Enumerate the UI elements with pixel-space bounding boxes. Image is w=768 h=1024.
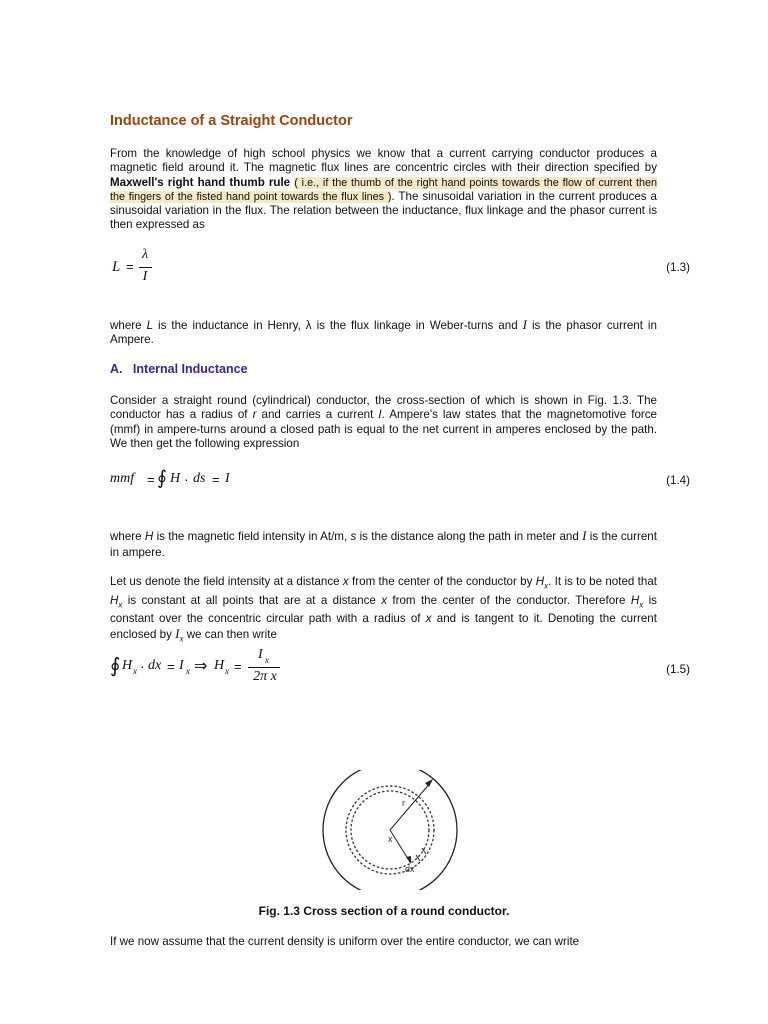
para3-H: H — [535, 575, 545, 588]
eq15-fraction-bar — [248, 667, 280, 668]
eq13-equals: = — [126, 259, 134, 274]
para3-text: is constant at all points that are at a distance — [127, 593, 376, 607]
para3-x: x — [425, 612, 432, 626]
implies-icon: ⇒ — [194, 656, 208, 675]
contour-integral-icon: ∮ — [110, 653, 121, 677]
eq15-sub: x — [133, 666, 137, 676]
radius-line — [390, 782, 431, 830]
label-r: r — [402, 798, 405, 808]
equation-1-4 — [110, 467, 310, 492]
where1-L: L — [146, 319, 154, 332]
field-intensity-paragraph — [110, 575, 657, 645]
eq14-mmf: mmf — [110, 471, 135, 486]
eq15-I: I — [179, 658, 184, 673]
contour-integral-icon: ∮ — [157, 467, 167, 489]
eq15-sub: x — [186, 666, 190, 676]
intro-text-2: . The sinusoidal variation in the current produces a sinusoidal variation in the flux. The relation between the inductance, flux linkage and the phasor current is then expressed as — [110, 189, 657, 232]
where2-H: H — [144, 530, 154, 543]
equation-1-3 — [112, 247, 172, 290]
where1-text: where — [110, 319, 142, 332]
intro-text-1: From the knowledge of high school physics we know that a current carrying conductor produces a magnetic field around it. The magnetic flux lines are concentric circles with their direction specified by — [110, 147, 657, 175]
para2-I: I — [378, 408, 382, 422]
eq14-I: I — [225, 471, 230, 486]
eq13-fraction-bar — [139, 267, 152, 268]
equation-1-5 — [110, 648, 310, 690]
maxwell-rule: Maxwell's right hand thumb rule — [110, 175, 291, 189]
label-x: x — [388, 834, 393, 844]
eq14-number: (1.4) — [666, 474, 690, 487]
eq15-sub: x — [225, 666, 229, 676]
eq15-equals: = — [167, 659, 175, 674]
para3-text: and is tangent to it. Denoting the current enclosed by — [110, 612, 657, 641]
x-arrowhead — [406, 856, 411, 864]
figure-caption: Fig. 1.3 Cross section of a round conductor. — [258, 904, 510, 918]
eq14-equals: = — [147, 472, 155, 487]
where2-s: s — [350, 530, 357, 543]
para3-sub: x — [179, 632, 184, 643]
eq15-number: (1.5) — [666, 663, 690, 676]
eq14-equals: = — [212, 472, 220, 487]
subsection-label: A. — [110, 362, 123, 376]
para2-text: Consider a straight round (cylindrical) conductor, the cross-section of which is shown in Fig. 1.3. The conductor has a radius of — [110, 394, 657, 422]
eq15-denominator: 2π x — [253, 669, 277, 684]
para2-r: r — [252, 408, 257, 422]
where1-I: I — [522, 317, 527, 332]
subsection-heading — [110, 362, 248, 376]
eq13-I: I — [142, 269, 148, 284]
para3-H: H — [630, 593, 640, 607]
eq15-num-I: I — [258, 647, 263, 662]
eq15-dx: dx — [148, 658, 162, 673]
where2-text: is the distance along the path in meter and — [359, 530, 579, 543]
para3-sub: x — [118, 599, 123, 609]
para3-I: I — [175, 625, 180, 641]
where2-text: is the magnetic field intensity in At/m, — [156, 530, 348, 543]
where1-text: is the phasor current in Ampere. — [110, 319, 657, 347]
where2-I: I — [582, 528, 587, 543]
para3-text: from the center of the conductor. Therefore — [392, 593, 626, 607]
para3-text: Let us denote the field intensity at a distance — [110, 575, 340, 588]
where-paragraph-2 — [110, 528, 657, 561]
where1-lambda: λ — [305, 319, 312, 332]
eq14-H: H — [170, 471, 181, 486]
eq15-sub: x — [265, 655, 269, 665]
closing-paragraph: If we now assume that the current density is uniform over the entire conductor, we can write — [110, 935, 580, 948]
para3-text: is constant over the concentric circular path with a radius of — [110, 593, 657, 626]
para3-text: . It is to be noted that — [548, 575, 657, 588]
eq13-L: L — [112, 259, 121, 275]
para3-sub: x — [544, 581, 549, 591]
eq15-H: H — [214, 658, 225, 673]
para3-H: H — [110, 593, 119, 607]
where2-text: is the current in ampere. — [110, 530, 657, 559]
eq15-equals: = — [234, 659, 242, 674]
eq15-H: H — [122, 658, 133, 673]
radius-arrowhead — [425, 779, 433, 787]
subsection-title: Internal Inductance — [132, 362, 248, 376]
para3-text: we can then write — [186, 627, 277, 641]
para3-sub: x — [639, 599, 644, 609]
intro-paragraph — [110, 147, 657, 233]
eq14-dot: · — [184, 471, 189, 487]
where-paragraph-1 — [110, 318, 657, 348]
where1-text: is the flux linkage in Weber-turns and — [316, 319, 518, 332]
eq15-dot: · — [140, 658, 145, 674]
highlighted-note: ( i.e., if the thumb of the right hand points towards the flow of current then the fingers of the fisted hand point towards the flux lines ) — [110, 176, 657, 203]
eq14-ds: ds — [193, 471, 206, 486]
where1-text: is the inductance in Henry, — [158, 319, 301, 332]
ampere-law-paragraph — [110, 394, 657, 451]
where2-text: where — [110, 530, 142, 543]
conductor-cross-section-figure — [310, 770, 460, 890]
para3-x: x — [342, 575, 349, 588]
para3-text: from the center of the conductor by — [352, 575, 533, 588]
section-title: Inductance of a Straight Conductor — [110, 113, 353, 129]
para2-text: . Ampere's law states that the magnetomotive force (mmf) in ampere-turns around a closed path is equal to the net current in amperes enclosed by the path. We then get the following expression — [110, 408, 658, 450]
label-dx: dx — [405, 864, 415, 874]
eq13-number: (1.3) — [666, 261, 690, 274]
para2-text: and carries a current — [261, 408, 374, 422]
eq13-lambda: λ — [141, 247, 149, 262]
para3-x: x — [381, 593, 388, 607]
